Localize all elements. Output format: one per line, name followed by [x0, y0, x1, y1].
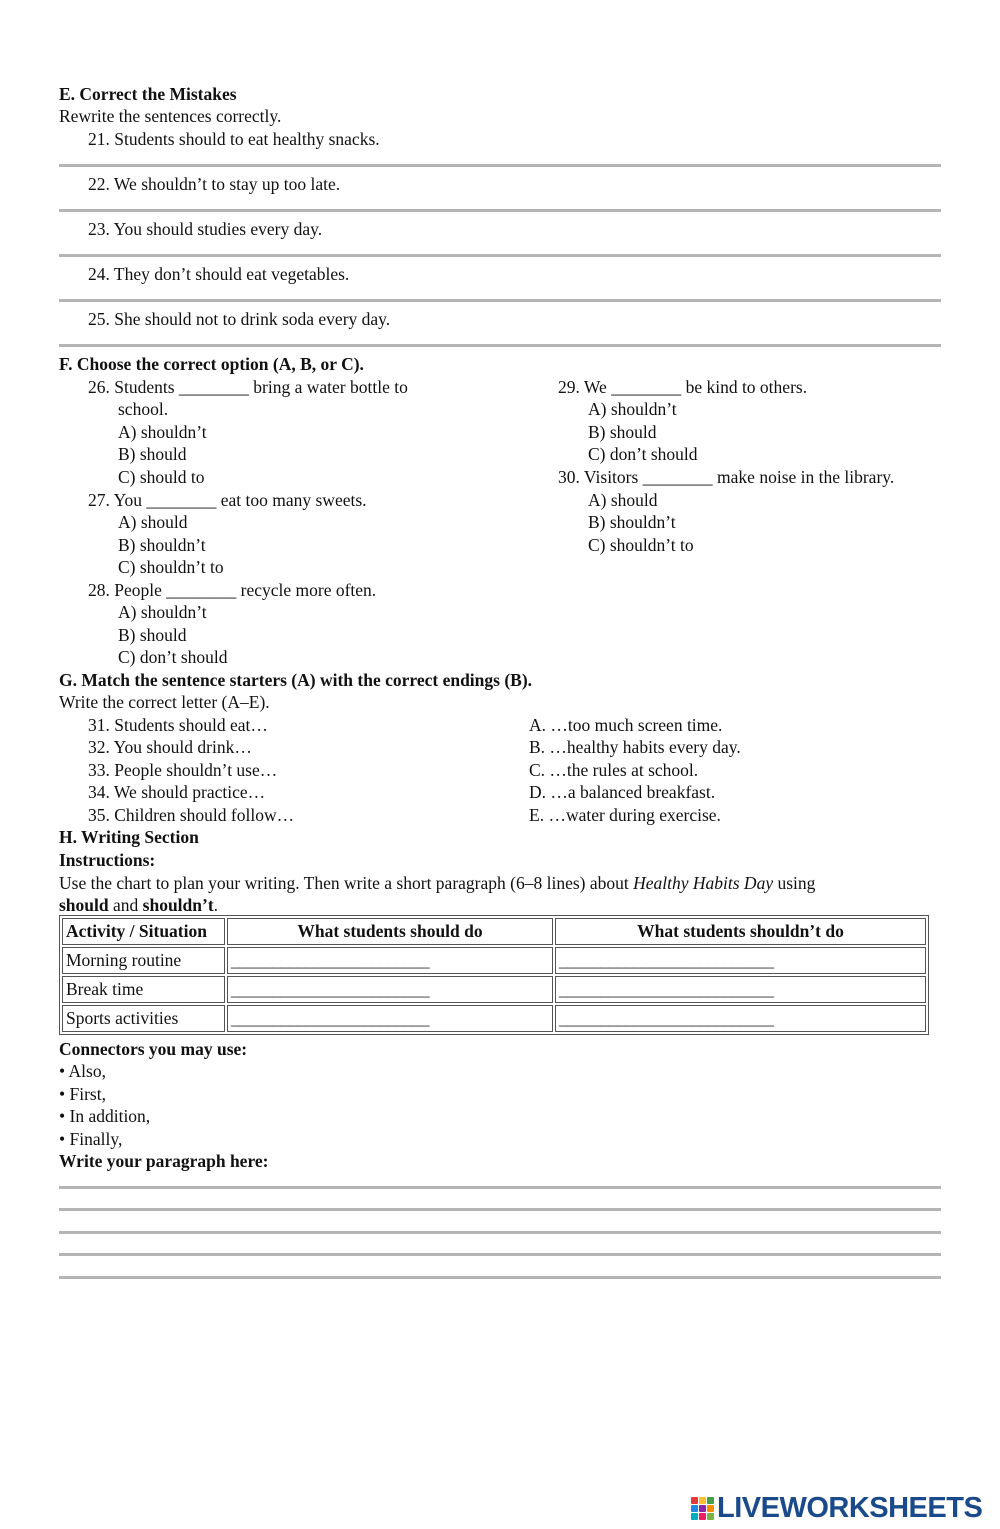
ending-b: B. …healthy habits every day.	[529, 737, 741, 757]
option-27-c[interactable]: C) shouldn’t to	[118, 557, 224, 577]
section-h-title: H. Writing Section	[59, 827, 199, 847]
connectors-label: Connectors you may use:	[59, 1039, 248, 1059]
option-26-a[interactable]: A) shouldn’t	[118, 422, 207, 442]
chart-header-should: What students should do	[227, 918, 553, 945]
chart-shouldnt-input[interactable]: __________________________	[555, 1005, 926, 1032]
instructions-label: Instructions:	[59, 850, 156, 870]
option-28-c[interactable]: C) don’t should	[118, 647, 228, 667]
option-30-c[interactable]: C) shouldn’t to	[588, 535, 694, 555]
option-28-a[interactable]: A) shouldn’t	[118, 602, 207, 622]
keyword-shouldnt: shouldn’t	[142, 895, 214, 915]
ending-c: C. …the rules at school.	[529, 760, 699, 780]
answer-line-24[interactable]	[59, 299, 941, 302]
starter-31: 31. Students should eat…	[88, 715, 268, 735]
question-26-cont: school.	[118, 399, 169, 419]
option-29-a[interactable]: A) shouldn’t	[588, 399, 677, 419]
table-row	[62, 976, 926, 1003]
paragraph-line[interactable]	[59, 1253, 941, 1256]
question-24: 24. They don’t should eat vegetables.	[88, 264, 350, 284]
chart-should-input[interactable]: ________________________	[227, 976, 553, 1003]
starter-34: 34. We should practice…	[88, 782, 266, 802]
option-27-b[interactable]: B) shouldn’t	[118, 535, 206, 555]
question-25: 25. She should not to drink soda every day.	[88, 309, 391, 329]
instructions-text-line-1	[59, 872, 815, 895]
chart-shouldnt-input[interactable]: __________________________	[555, 976, 926, 1003]
option-26-c[interactable]: C) should to	[118, 467, 205, 487]
paragraph-line[interactable]	[59, 1276, 941, 1279]
table-row	[62, 947, 926, 974]
planning-chart	[59, 915, 929, 1035]
option-29-c[interactable]: C) don’t should	[588, 444, 698, 464]
ending-a: A. …too much screen time.	[529, 715, 723, 735]
option-28-b[interactable]: B) should	[118, 625, 187, 645]
instructions-text-1: Use the chart to plan your writing. Then write a short paragraph (6–8 lines) about	[59, 873, 634, 893]
instructions-and: and	[108, 895, 143, 915]
chart-should-input[interactable]: ________________________	[227, 1005, 553, 1032]
connector-item: • Finally,	[59, 1129, 123, 1149]
chart-activity-cell: Morning routine	[62, 947, 225, 974]
logo-text: LIVEWORKSHEETS	[717, 1491, 983, 1524]
question-27: 27. You ________ eat too many sweets.	[88, 490, 367, 510]
paragraph-line[interactable]	[59, 1231, 941, 1234]
section-g-title: G. Match the sentence starters (A) with the correct endings (B).	[59, 670, 533, 690]
option-30-b[interactable]: B) shouldn’t	[588, 512, 676, 532]
question-23: 23. You should studies every day.	[88, 219, 323, 239]
section-e-instruction: Rewrite the sentences correctly.	[59, 106, 282, 126]
liveworksheets-logo[interactable]	[691, 1491, 982, 1525]
logo-grid-icon	[691, 1497, 714, 1520]
section-g-instruction: Write the correct letter (A–E).	[59, 692, 270, 712]
section-f-title: F. Choose the correct option (A, B, or C).	[59, 354, 364, 374]
option-30-a[interactable]: A) should	[588, 490, 658, 510]
paragraph-label: Write your paragraph here:	[59, 1151, 269, 1171]
table-row	[62, 1005, 926, 1032]
question-26: 26. Students ________ bring a water bottle to	[88, 377, 408, 397]
question-22: 22. We shouldn’t to stay up too late.	[88, 174, 341, 194]
chart-should-input[interactable]: ________________________	[227, 947, 553, 974]
question-28: 28. People ________ recycle more often.	[88, 580, 377, 600]
connector-item: • First,	[59, 1084, 106, 1104]
instructions-text-2: using	[773, 873, 816, 893]
option-27-a[interactable]: A) should	[118, 512, 188, 532]
chart-activity-cell: Break time	[62, 976, 225, 1003]
option-29-b[interactable]: B) should	[588, 422, 657, 442]
question-29: 29. We ________ be kind to others.	[558, 377, 808, 397]
chart-header-activity: Activity / Situation	[62, 918, 225, 945]
instructions-period: .	[213, 895, 219, 915]
starter-35: 35. Children should follow…	[88, 805, 295, 825]
keyword-should: should	[59, 895, 109, 915]
connector-item: • Also,	[59, 1061, 106, 1081]
chart-shouldnt-input[interactable]: __________________________	[555, 947, 926, 974]
answer-line-21[interactable]	[59, 164, 941, 167]
chart-activity-cell: Sports activities	[62, 1005, 225, 1032]
question-21: 21. Students should to eat healthy snacks.	[88, 129, 380, 149]
instructions-topic: Healthy Habits Day	[633, 873, 774, 893]
chart-header-row	[62, 918, 926, 945]
ending-d: D. …a balanced breakfast.	[529, 782, 716, 802]
connector-item: • In addition,	[59, 1106, 151, 1126]
chart-header-shouldnt: What students shouldn’t do	[555, 918, 926, 945]
starter-32: 32. You should drink…	[88, 737, 252, 757]
paragraph-line[interactable]	[59, 1208, 941, 1211]
starter-33: 33. People shouldn’t use…	[88, 760, 278, 780]
question-30: 30. Visitors ________ make noise in the library.	[558, 467, 895, 487]
paragraph-line[interactable]	[59, 1186, 941, 1189]
instructions-text-line-2	[59, 894, 218, 917]
ending-e: E. …water during exercise.	[529, 805, 721, 825]
answer-line-22[interactable]	[59, 209, 941, 212]
section-e-title: E. Correct the Mistakes	[59, 84, 237, 104]
option-26-b[interactable]: B) should	[118, 444, 187, 464]
answer-line-25[interactable]	[59, 344, 941, 347]
answer-line-23[interactable]	[59, 254, 941, 257]
